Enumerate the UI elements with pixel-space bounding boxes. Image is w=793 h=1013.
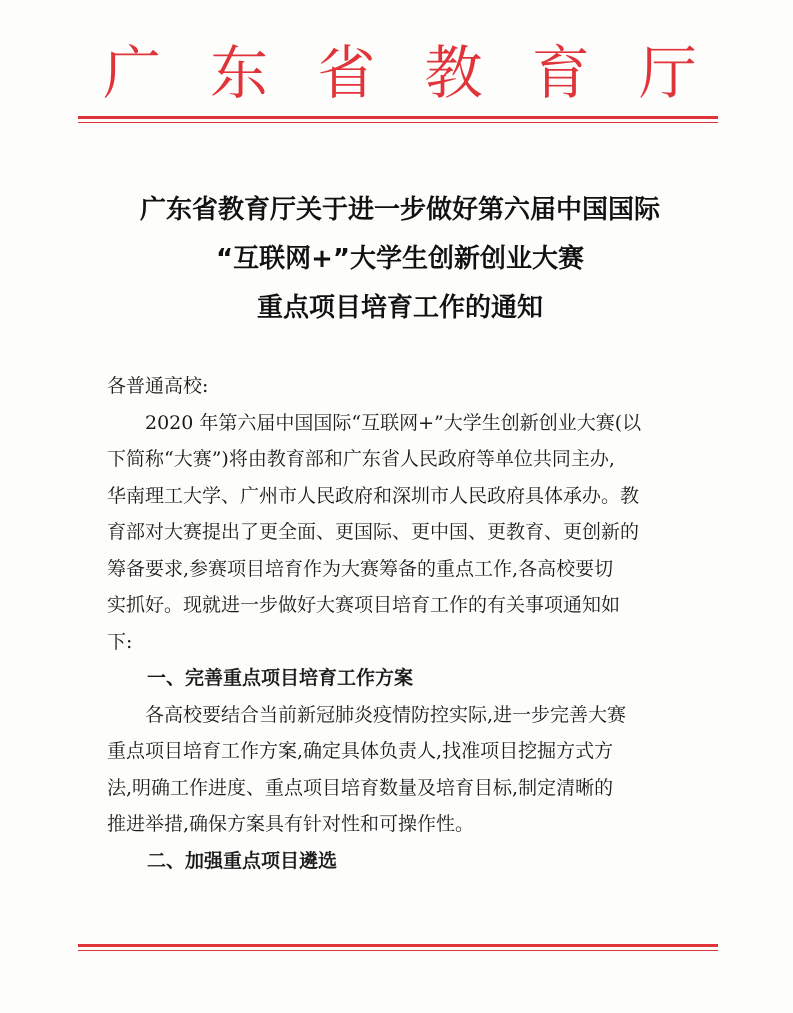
- paragraph-line: 重点项目培育工作方案,确定具体负责人,找准项目挖掘方式方: [107, 740, 614, 762]
- letterhead-char: 育: [531, 39, 590, 107]
- paragraph-line: 筹备要求,参赛项目培育作为大赛筹备的重点工作,各高校要切: [107, 557, 614, 580]
- salutation: 各普通高校:: [107, 375, 209, 397]
- paragraph-line: 华南理工大学、广州市人民政府和深圳市人民政府具体承办。教: [107, 484, 640, 507]
- paragraph-line: 育部对大赛提出了更全面、更国际、更中国、更教育、更创新的: [107, 521, 640, 543]
- paragraph-line: 各高校要结合当前新冠肺炎疫情防控实际,进一步完善大赛: [145, 703, 627, 726]
- footer-divider: [78, 944, 718, 947]
- section-heading: 二、加强重点项目遴选: [147, 849, 338, 872]
- letterhead-org-name: [100, 28, 700, 108]
- paragraph-line: 下:: [107, 630, 133, 653]
- document-body: [107, 368, 707, 879]
- paragraph-line: 下简称“大赛”)将由教育部和广东省人民政府等单位共同主办,: [107, 448, 615, 470]
- title-line: 广东省教育厅关于进一步做好第六届中国国际: [139, 195, 660, 225]
- section-heading: 一、完善重点项目培育工作方案: [147, 667, 414, 689]
- footer-divider-thin: [78, 950, 718, 951]
- letterhead-char: 教: [424, 39, 483, 107]
- paragraph-line: 推进举措,确保方案具有针对性和可操作性。: [107, 813, 475, 835]
- title-line: “互联网+”大学生创新创业大赛: [216, 244, 584, 274]
- paragraph-line: 法,明确工作进度、重点项目培育数量及培育目标,制定清晰的: [107, 776, 614, 799]
- document-title: [70, 186, 730, 333]
- letterhead-divider-thin: [78, 122, 718, 123]
- letterhead-char: 省: [317, 39, 376, 107]
- paragraph-line: 2020 年第六届中国国际“互联网+”大学生创新创业大赛(以: [145, 411, 642, 434]
- title-line: 重点项目培育工作的通知: [256, 293, 543, 323]
- letterhead-divider: [78, 116, 718, 119]
- letterhead-char: 广: [102, 39, 161, 107]
- letterhead-char: 东: [210, 39, 269, 107]
- paragraph-line: 实抓好。现就进一步做好大赛项目培育工作的有关事项通知如: [107, 594, 621, 616]
- letterhead-char: 厅: [638, 39, 697, 107]
